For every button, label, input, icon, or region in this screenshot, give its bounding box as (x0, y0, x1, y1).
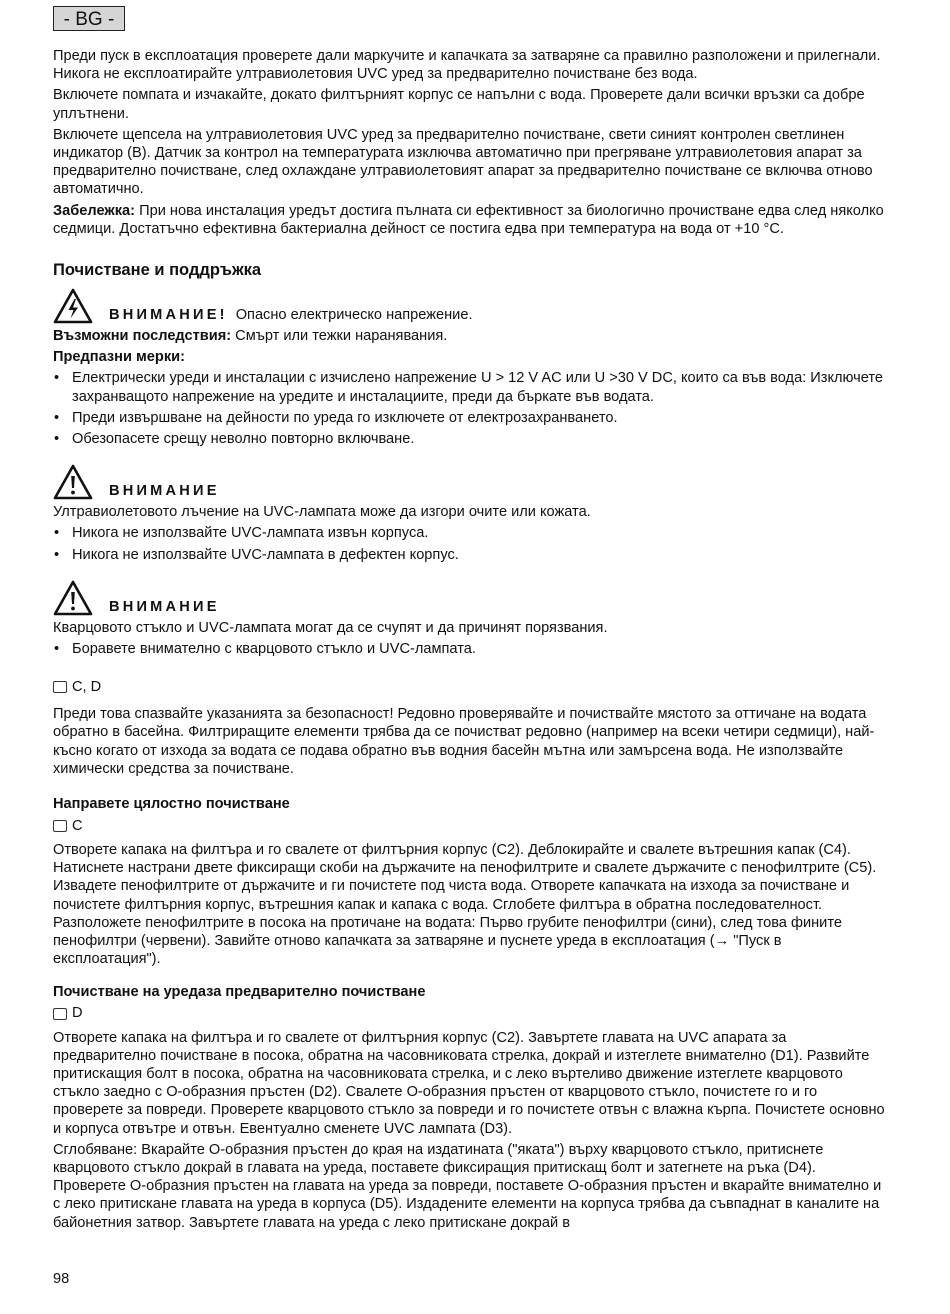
list-item: • Никога не използвайте UVC-лампата в дефектен корпус. (53, 546, 885, 564)
precautions-label: Предпазни мерки: (53, 349, 185, 366)
warning-title: ВНИМАНИЕ! (109, 307, 228, 324)
intro-paragraph-3: Включете щепсела на ултравиолетовия UVC уред за предварително почистване, свети синият контролен светлинен индикатор (B). Датчик за контрол на температурата изключва автоматично при прегряване ултравиолетовия апарат за предварително почистване, след охлаждане ултравиолетовият апарат за предварително почистване се включва отново автоматично. (53, 126, 873, 198)
language-label: - BG - (53, 6, 125, 31)
full-cleaning-title: Направете цялостно почистване (53, 796, 290, 813)
warning-uvc (53, 462, 885, 500)
figure-box-icon (53, 820, 67, 832)
warning-text: Опасно електрическо напрежение. (235, 307, 473, 324)
consequences-label: Възможни последствия: (53, 328, 232, 345)
device-cleaning-text-2: Сглобяване: Вкарайте O-образния пръстен до края на издатината ("яката") върху кварцовото стъкло, притиснете кварцовото стъкло докрай в главата на уреда, поставете фиксиращия притискащ болт и затегнете на ръка (D4). Проверете O-образния пръстен на главата на уреда за повреди, поставете O-образния пръстен и вкарайте внимателно и с леко притискане главата на уреда в корпуса (D5). Издадените елементи на корпуса трябва да съвпаднат в каналите на байонетния затвор. Завъртете главата на уреда с леко притискане докрай в (53, 1141, 882, 1231)
figure-box-icon (53, 681, 67, 693)
warning-triangle-icon (53, 464, 93, 500)
quartz-list (53, 640, 885, 658)
device-cleaning-text-1: Отворете капака на филтъра и го свалете от филтърния корпус (C2). Завъртете главата на UVC апарата за предварително почистване в посока, обратна на часовниковата стрелка, докрай и изтеглете внимателно (D1). Развийте притискащия болт в посока, обратна на часовниковата стрелка, и с леко въртеливо движение изтеглете кварцовото стъкло заедно с O-образния пръстен (D2). Свалете O-образния пръстен от кварцовото стъкло, почистете го и го проверете за повреди. Проверете кварцовото стъкло за повреди и го почистете отвън с влажна кърпа. Почистете основно и корпуса отвътре и отвън. Евентуално сменете UVC лампата (D3). (53, 1029, 885, 1137)
warning-triangle-icon (53, 580, 93, 616)
list-item: • Електрически уреди и инсталации с изчислено напрежение U > 12 V AC или U >30 V DC, които са във вода: Изключете захранващото напрежение на уредите и инсталациите, преди да бъркате във водата. (53, 369, 885, 405)
warning-title: ВНИМАНИЕ (109, 483, 220, 500)
precautions-list (53, 369, 885, 448)
figure-reference (53, 817, 885, 835)
intro-paragraph-2: Включете помпата и изчакайте, докато филтърният корпус се напълни с вода. Проверете дали всички връзки са добре уплътнени. (53, 87, 865, 122)
cleaning-intro: Преди това спазвайте указанията за безопасност! Редовно проверявайте и почиствайте мястото за оттичане на водата обратно в басейна. Филтриращите елементи трябва да се почистват редовно (например на всеки четири седмици), най-късно когато от изхода за водата се подава обратно във водния басейн мътна или замърсена вода. Не използвайте химически средства за почистване. (53, 706, 875, 777)
figure-reference (53, 678, 885, 696)
figure-reference-label: C (72, 817, 83, 834)
intro-paragraph-1: Преди пуск в експлоатация проверете дали маркучите и капачката за затваряне са правилно разположени и прилегнали. Никога не експлоатирайте ултравиолетовия UVC уред за предварително почистване без вода. (53, 48, 881, 83)
list-item: • Преди извършване на дейности по уреда го изключете от електрозахранването. (53, 409, 885, 427)
precautions (53, 348, 885, 366)
warning-title: ВНИМАНИЕ (109, 598, 220, 615)
note-text: При нова инсталация уредът достига пълната си ефективност за биологично прочистване едва след няколко седмици. Достатъчно ефективна бактериална дейност се постига едва при температура на вода от +10 °C. (53, 202, 884, 237)
electric-hazard-icon (53, 288, 93, 324)
figure-reference-label: D (72, 1005, 83, 1022)
note-label: Забележка: (53, 202, 136, 219)
list-item: • Боравете внимателно с кварцовото стъкло и UVC-лампата. (53, 640, 885, 658)
page-number: 98 (53, 1271, 70, 1287)
warning-quartz (53, 578, 885, 616)
list-item: • Обезопасете срещу неволно повторно включване. (53, 430, 885, 448)
warning-text: Кварцовото стъкло и UVC-лампата могат да се счупят и да причинят порязвания. (53, 619, 608, 636)
warning-electric (53, 286, 885, 324)
consequences (53, 327, 885, 345)
figure-box-icon (53, 1008, 67, 1020)
consequences-text: Смърт или тежки наранявания. (231, 328, 448, 345)
full-cleaning-text: Отворете капака на филтъра и го свалете от филтърния корпус (C2). Деблокирайте и свалете вътрешния капак (C4). Натиснете настрани двете фиксиращи скоби на държачите на пенофилтрите и свалете държачите с пенофилтрите (C5). Извадете пенофилтрите от държачите и ги почистете под чиста вода. Отворете капачката на изхода за почистване и почистете филтърния корпус, вътрешния капак и капака с вода. Сглобете филтъра в обратна последователност. Разположете пенофилтрите в посока на протичане на водата: Първо грубите пенофилтри (сини), след това фините пенофилтри (червени). Завийте отново капачката за затваряне и пуснете уреда в експлоатация (→ "Пуск в експлоатация"). (53, 842, 877, 968)
list-item: • Никога не използвайте UVC-лампата извън корпуса. (53, 524, 885, 542)
note-paragraph (53, 202, 885, 238)
figure-reference (53, 1005, 885, 1023)
warning-text: Ултравиолетовото лъчение на UVC-лампата може да изгори очите или кожата. (53, 504, 591, 521)
device-cleaning-title: Почистване на уредаза предварително почистване (53, 983, 426, 1000)
uvc-list (53, 524, 885, 563)
content (53, 47, 885, 1235)
section-title: Почистване и поддръжка (53, 261, 262, 280)
figure-reference-label: C, D (72, 679, 102, 696)
